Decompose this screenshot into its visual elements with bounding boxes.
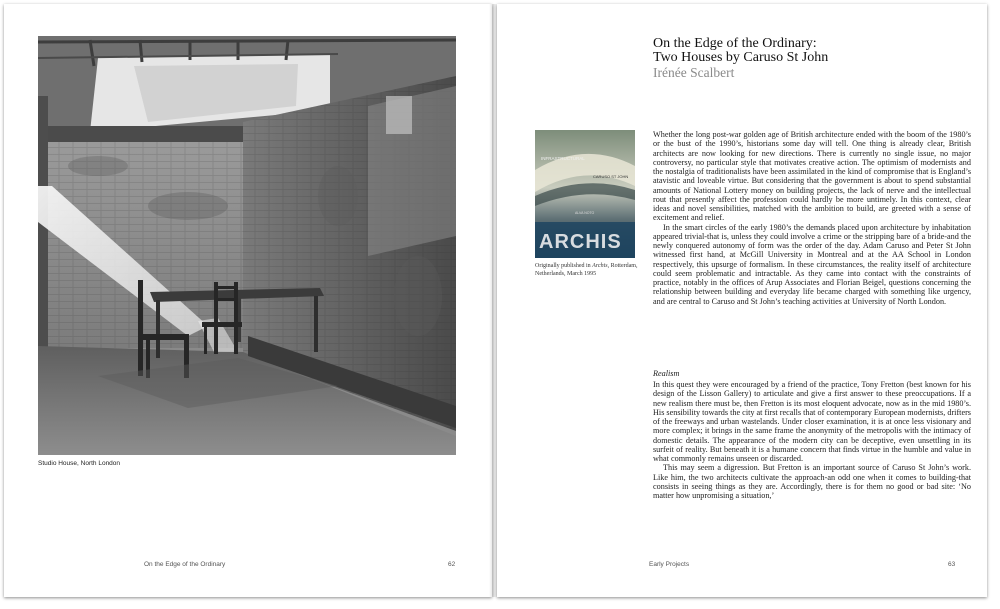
footer-title: On the Edge of the Ordinary xyxy=(144,561,226,568)
paragraph-2: In the smart circles of the early 1980’s the demands placed upon architecture by inhabitation appeared trivial-that is, unless they could involve a crime or the stripping bare of a bride-and the newly conquered autonomy of form was the order of the day. Adam Caruso and Peter St John witnessed first hand, at McGill University in Montreal and at the AA School in London respectively, this upsurge of formalism. In these circumstances, the reality itself of architecture could seem problematic and intractable. As they came into contact with the constraints of practice, notably in the offices of Arup Associates and Florian Beigel, questions concerning the relationship between building and everyday life became charged with something like urgency, and are central to Caruso and St John’s teaching activities at University of North London. xyxy=(653,222,971,306)
left-page xyxy=(4,4,492,597)
title-line-2: Two Houses by Caruso St John xyxy=(653,50,829,66)
cover-masthead: ARCHIS xyxy=(539,231,622,253)
page-number-right: 63 xyxy=(948,561,956,568)
body-text-1 xyxy=(653,130,971,306)
cover-caption-italic: Archis xyxy=(592,263,608,269)
studio-house-photo xyxy=(38,36,456,455)
paragraph-4: This may seem a digression. But Fretton is an important source of Caruso St John’s work. Like him, the two architects cultivate the approach-an odd one when it comes to building-that consists in seeing things as they are. Accordingly, there is for them no good or bad site: ‘No matter how unpromising a situation,’ xyxy=(653,463,971,500)
right-page xyxy=(497,4,987,597)
article-title xyxy=(653,37,828,65)
cover-small-text: ALVA NOTO xyxy=(575,211,595,215)
paragraph-1: Whether the long post-war golden age of British architecture ended with the boom of the 1980’s or the bust of the 1990’s, historians some day will tell. One thing is already clear, British architects are now looking for new directions. There is currently no single issue, no major controversy, no particular style that motivates creative action. The optimism of modernists and the nostalgia of traditionalists have been assimilated in the kind of compromise that is England’s atavistic and loveable virtue. But considering that the government is about to spend substantial amounts of National Lottery money on building projects, the lack of nerve and the intellectual rout that presently affect the profession could hardly be more untimely. In this context, clear ideas and novel sensibilities, matched with the ambition to build, are greeted with a sense of excitement and relief. xyxy=(653,130,971,223)
cover-subtitle: CARUSO ST JOHN xyxy=(593,174,629,179)
author-name: Irénée Scalbert xyxy=(653,65,735,80)
photo-caption: Studio House, North London xyxy=(38,460,121,467)
archis-cover xyxy=(535,130,635,258)
footer-section: Early Projects xyxy=(649,561,690,568)
cover-caption xyxy=(535,263,639,278)
title-line-1: On the Edge of the Ordinary: xyxy=(653,36,817,51)
body-text-2 xyxy=(653,380,971,500)
cover-kicker: INFRASTRUCTURAL xyxy=(541,156,585,161)
cover-caption-suffix: , Rotterdam, Netherlands, March 1995 xyxy=(535,263,638,277)
page-number-left: 62 xyxy=(448,561,456,568)
subheading-realism: Realism xyxy=(653,369,680,378)
cover-caption-prefix: Originally published in xyxy=(535,263,593,269)
paragraph-3: In this quest they were encouraged by a friend of the practice, Tony Fretton (best known for his design of the Lisson Gallery) to articulate and give a first answer to these preoccupations. If a new realism there must be, then Fretton is its most eloquent advocate, now as in the mid 1980’s. His sensibility towards the city at first recalls that of contemporary European modernists, drifters of the freeways and urban wastelands. Under closer examination, it is at once less visionary and more complex; it brings in the same frame the anonymity of the metropolis with the intimacy of domestic details. The appearance of the modern city can be deceptive, even unsettling in its surfeit of reality. But beneath it is a humane concern that finds virtue in the humble and value in what commonly remains unseen or discarded. xyxy=(653,380,971,463)
